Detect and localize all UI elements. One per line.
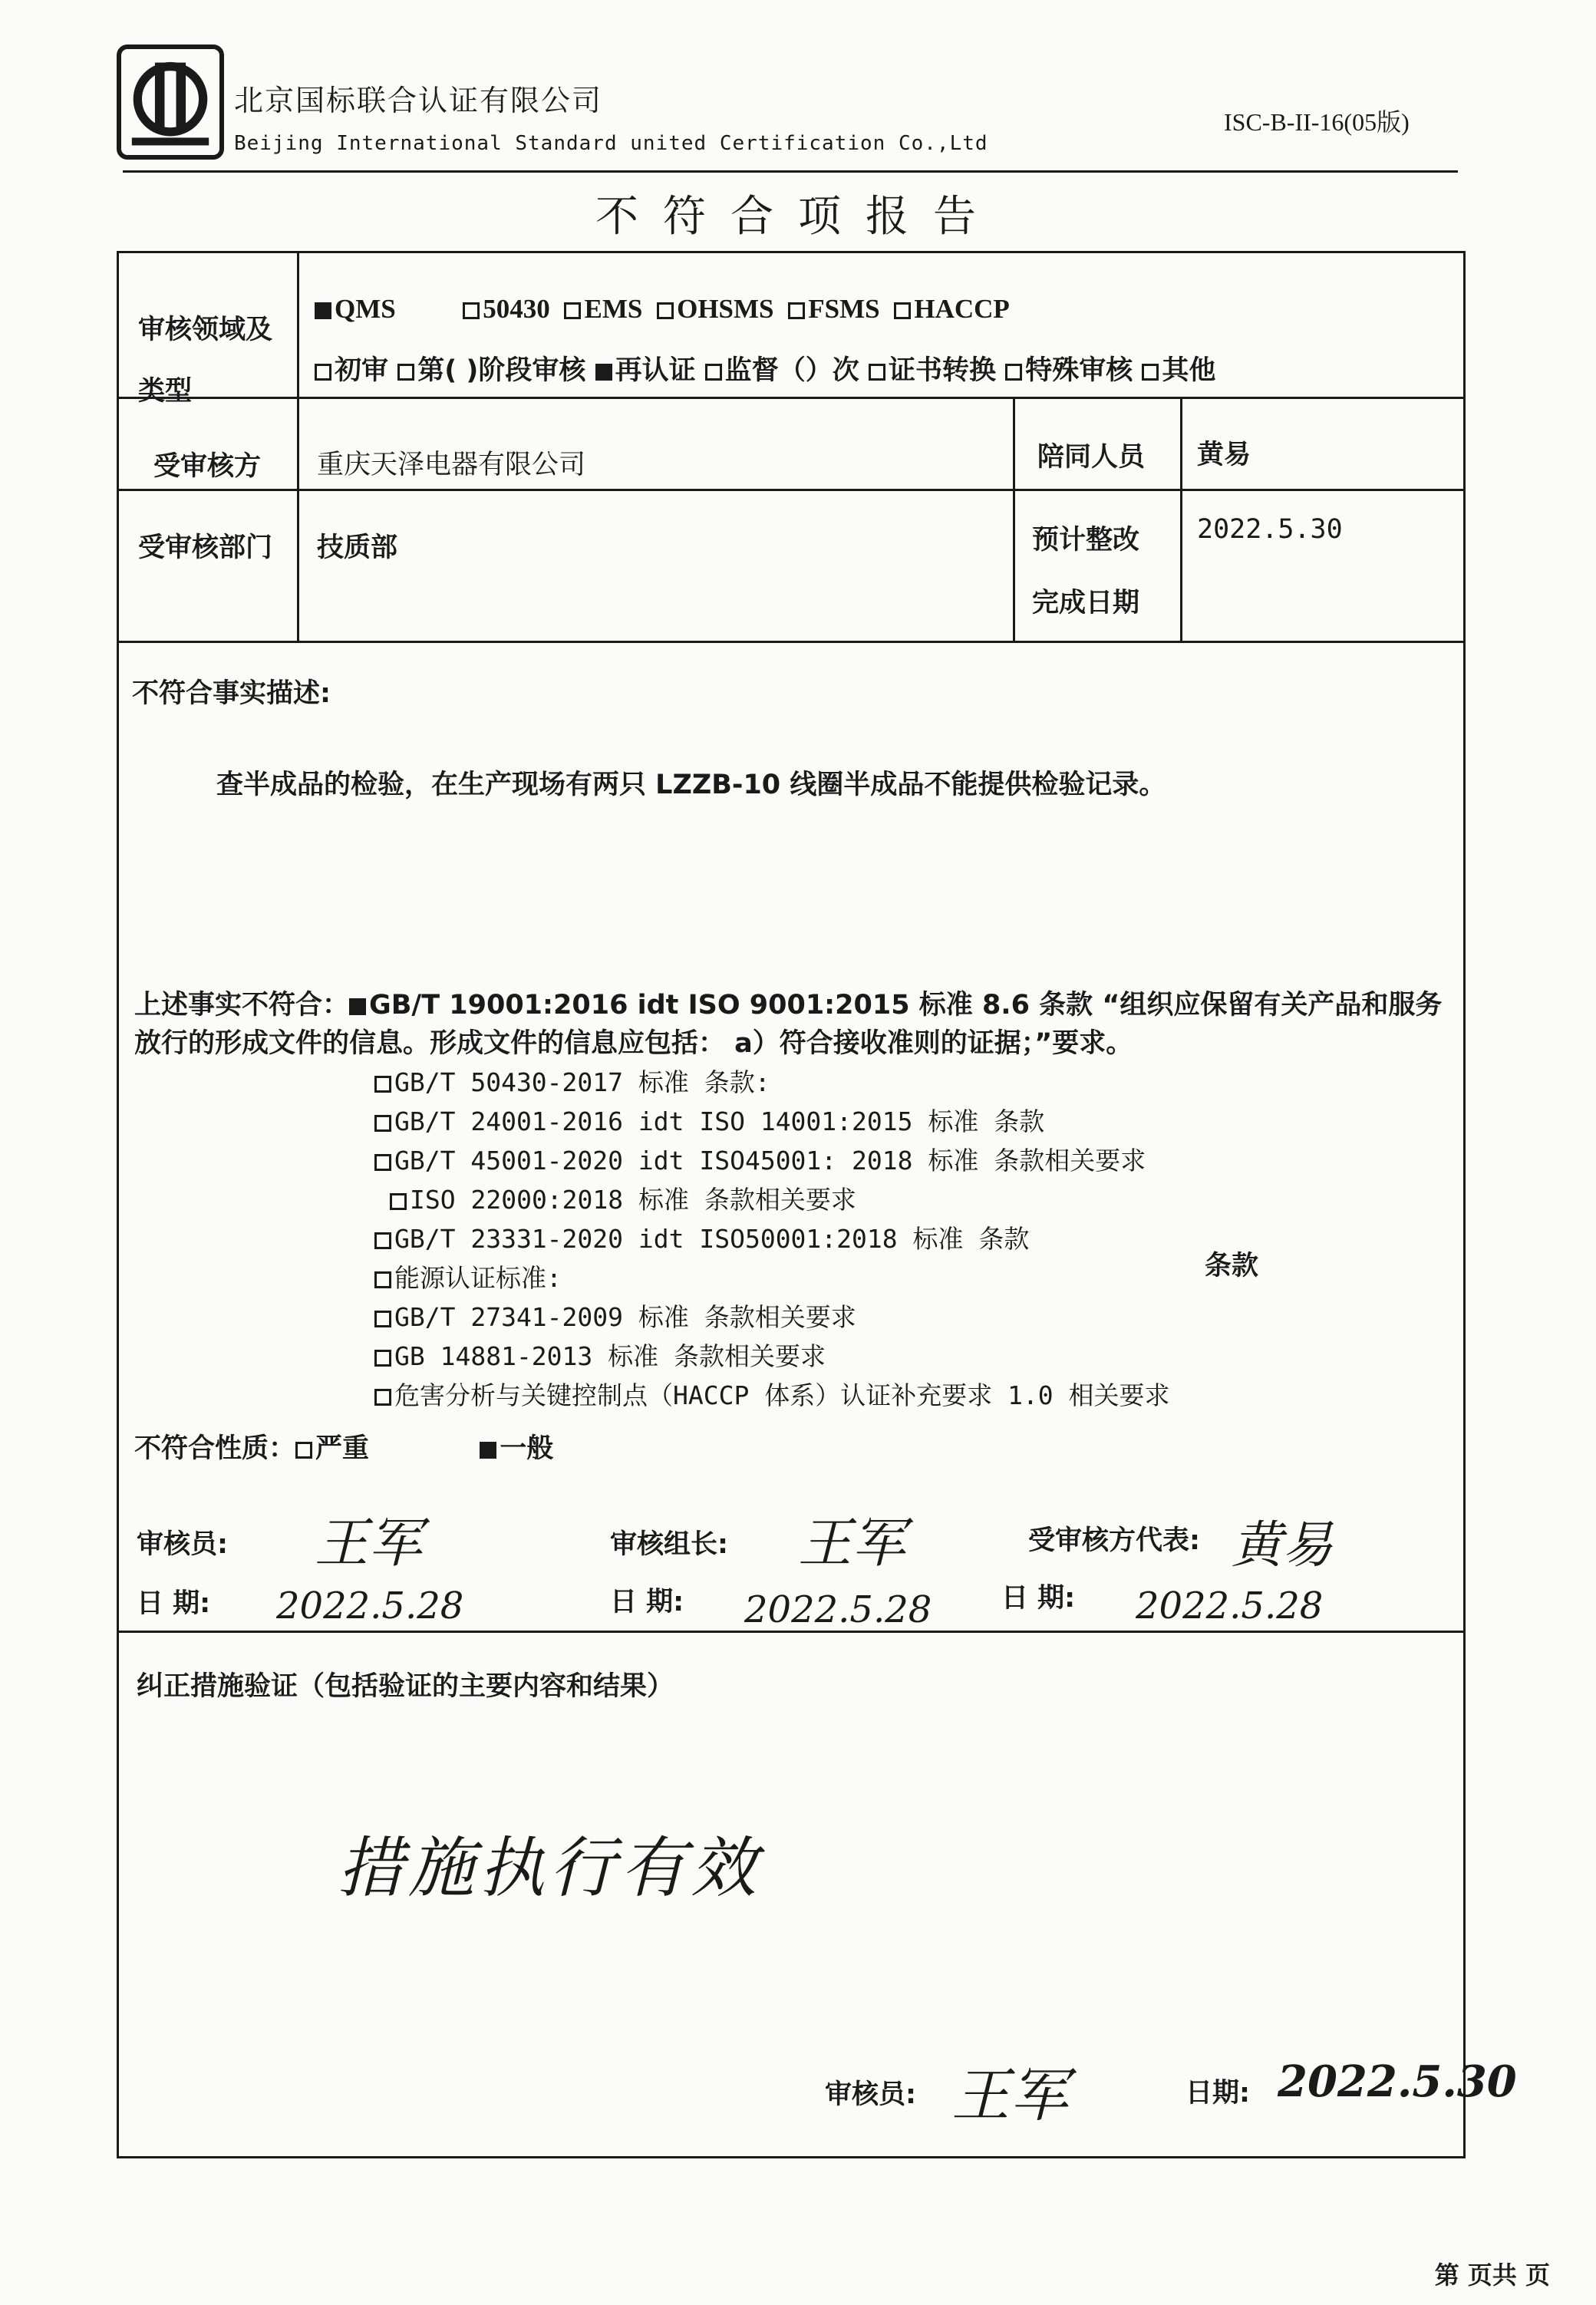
option-50430[interactable]: 50430 [463, 294, 550, 324]
clause-main-line [134, 984, 1442, 1022]
date-value-2: 2022.5.28 [744, 1588, 932, 1631]
due-date-label-1: 预计整改 [1032, 525, 1140, 556]
row-divider [119, 489, 1463, 491]
standard-item[interactable]: GB/T 50430-2017 标准 条款: [374, 1063, 1170, 1102]
nc-description-label: 不符合事实描述: [132, 678, 331, 709]
date-label-1: 日 期: [137, 1588, 211, 1619]
audit-type-options [315, 349, 1215, 387]
system-options [315, 294, 1017, 325]
verification-label: 纠正措施验证（包括验证的主要内容和结果） [137, 1671, 674, 1702]
checkbox-transfer[interactable] [869, 364, 885, 381]
company-logo [117, 45, 224, 160]
verification-date-label: 日期: [1185, 2078, 1250, 2109]
verification-date-value: 2022.5.30 [1278, 2056, 1517, 2107]
option-special[interactable]: 特殊审核 [1005, 355, 1133, 386]
standard-item[interactable]: GB/T 45001-2020 idt ISO45001: 2018 标准 条款相关要求 [374, 1141, 1170, 1180]
nc-nature [134, 1427, 553, 1466]
nature-general: 一般 [500, 1433, 554, 1464]
option-initial[interactable]: 初审 [315, 355, 388, 386]
checkbox-standard[interactable] [374, 1232, 391, 1249]
accompany-label: 陪同人员 [1037, 442, 1146, 473]
option-recert[interactable]: 再认证 [595, 355, 696, 386]
checkbox-50430[interactable] [463, 302, 480, 319]
verification-auditor-label: 审核员: [825, 2079, 916, 2110]
date-value-3: 2022.5.28 [1136, 1584, 1324, 1627]
clause-main-cont: 放行的形成文件的信息。形成文件的信息应包括： a）符合接收准则的证据；”要求。 [134, 1028, 1133, 1059]
due-date-label-2: 完成日期 [1032, 588, 1140, 618]
checkbox-stage[interactable] [397, 364, 414, 381]
leader-label: 审核组长: [610, 1529, 728, 1560]
checkbox-standard[interactable] [374, 1154, 391, 1171]
auditor-label: 审核员: [137, 1529, 228, 1560]
option-stage[interactable]: 第( )阶段审核 [397, 355, 585, 386]
checkbox-ems[interactable] [564, 302, 581, 319]
nc-description: 查半成品的检验，在生产现场有两只 LZZB-10 线圈半成品不能提供检验记录。 [216, 770, 1166, 800]
verification-handwritten: 措施执行有效 [338, 1830, 761, 1907]
standard-item[interactable]: GB 14881-2013 标准 条款相关要求 [374, 1337, 1170, 1376]
department-value: 技质部 [317, 533, 398, 563]
standard-item[interactable]: 能源认证标准: [374, 1258, 1170, 1298]
option-fsms[interactable]: FSMS [788, 294, 879, 324]
option-surveillance[interactable]: 监督（）次 [705, 355, 859, 386]
col-divider [1013, 397, 1015, 641]
standard-item[interactable]: GB/T 27341-2009 标准 条款相关要求 [374, 1298, 1170, 1337]
checkbox-general[interactable] [480, 1442, 496, 1459]
checkbox-special[interactable] [1005, 364, 1022, 381]
date-label-2: 日 期: [610, 1587, 684, 1617]
checkbox-standard[interactable] [374, 1076, 391, 1093]
checkbox-standard[interactable] [374, 1389, 391, 1406]
option-haccp[interactable]: HACCP [894, 294, 1009, 324]
accompany-value: 黄易 [1197, 440, 1251, 470]
checkbox-standard[interactable] [374, 1271, 391, 1288]
row-divider [119, 397, 1463, 399]
clause-intro: 上述事实不符合： [134, 990, 350, 1021]
standard-item[interactable]: ISO 22000:2018 标准 条款相关要求 [374, 1180, 1170, 1219]
option-transfer[interactable]: 证书转换 [869, 355, 996, 386]
checkbox-qms[interactable] [315, 302, 331, 319]
checkbox-other[interactable] [1142, 364, 1159, 381]
due-date-value: 2022.5.30 [1197, 514, 1343, 545]
checkbox-serious[interactable] [295, 1442, 312, 1459]
audit-scope-label: 审核领域及类型 [138, 315, 273, 407]
option-ohsms[interactable]: OHSMS [657, 294, 773, 324]
checkbox-standard[interactable] [374, 1350, 391, 1367]
checkbox-ohsms[interactable] [657, 302, 674, 319]
checkbox-standard[interactable] [374, 1115, 391, 1132]
rep-signature: 黄易 [1232, 1515, 1333, 1575]
row-divider [119, 641, 1463, 643]
nature-label: 不符合性质： [134, 1433, 296, 1464]
checkbox-standard[interactable] [374, 1311, 391, 1327]
verification-auditor-signature: 王军 [951, 2061, 1068, 2129]
checkbox-surveillance[interactable] [705, 364, 722, 381]
checkbox-gbt19001[interactable] [349, 998, 366, 1015]
clause-main: GB/T 19001:2016 idt ISO 9001:2015 标准 8.6 条款 “组织应保留有关产品和服务 [369, 990, 1443, 1021]
logo-icon [121, 49, 219, 155]
company-name-cn: 北京国标联合认证有限公司 [234, 84, 603, 117]
checkbox-initial[interactable] [315, 364, 331, 381]
rep-label: 受审核方代表: [1028, 1525, 1200, 1556]
department-label: 受审核部门 [138, 533, 273, 563]
header-divider [123, 170, 1458, 173]
leader-signature: 王军 [798, 1512, 905, 1575]
company-name-en: Beijing International Standard united Certification Co.,Ltd [234, 132, 988, 155]
checkbox-standard[interactable] [390, 1193, 407, 1210]
page-title: 不符合项报告 [595, 192, 1001, 242]
col-divider [297, 253, 299, 641]
standard-item[interactable]: GB/T 23331-2020 idt ISO50001:2018 标准 条款 [374, 1219, 1170, 1258]
date-label-3: 日 期: [1001, 1583, 1076, 1614]
nature-serious: 严重 [315, 1433, 370, 1464]
date-value-1: 2022.5.28 [276, 1584, 464, 1627]
other-standards-list [374, 1063, 1170, 1415]
auditee-label: 受审核方 [153, 451, 262, 482]
col-divider [1180, 397, 1182, 641]
option-ems[interactable]: EMS [564, 294, 642, 324]
checkbox-haccp[interactable] [894, 302, 911, 319]
auditee-value: 重庆天泽电器有限公司 [317, 450, 586, 480]
checkbox-recert[interactable] [595, 364, 612, 381]
form-code: ISC-B-II-16(05版) [1224, 108, 1410, 136]
standard-item[interactable]: 危害分析与关键控制点（HACCP 体系）认证补充要求 1.0 相关要求 [374, 1376, 1170, 1415]
standard-item[interactable]: GB/T 24001-2016 idt ISO 14001:2015 标准 条款 [374, 1102, 1170, 1141]
auditor-signature: 王军 [315, 1512, 422, 1575]
energy-clause: 条款 [1205, 1251, 1259, 1281]
option-qms[interactable]: QMS [315, 294, 396, 324]
page-number: 第 页共 页 [1434, 2260, 1550, 2290]
option-other[interactable]: 其他 [1142, 355, 1215, 386]
checkbox-fsms[interactable] [788, 302, 805, 319]
